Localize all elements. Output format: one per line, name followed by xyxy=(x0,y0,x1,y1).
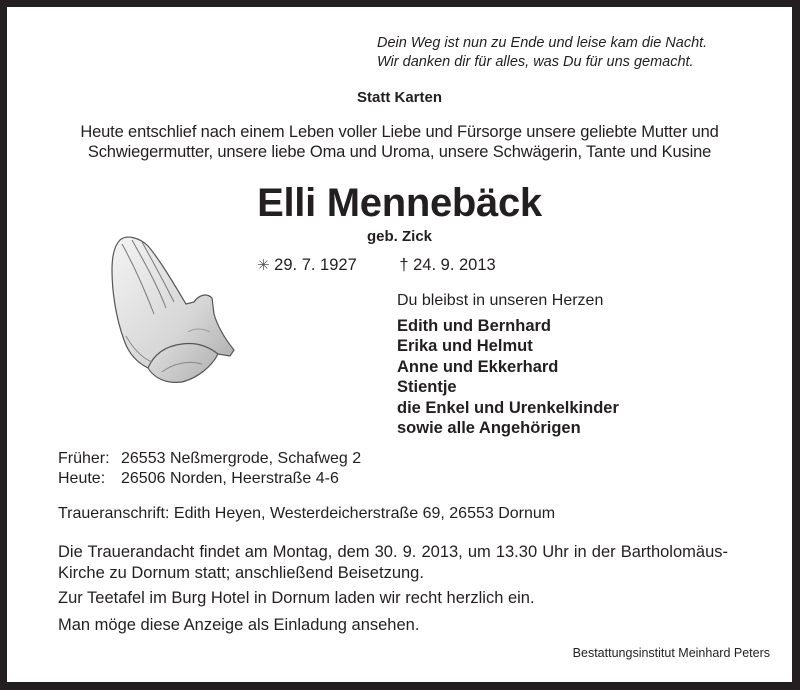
mourners-list xyxy=(397,291,619,439)
birth-star-icon: ✳ xyxy=(257,257,270,274)
death-date: 24. 9. 2013 xyxy=(413,256,496,274)
address-value: 26553 Neßmergrode, Schafweg 2 xyxy=(121,450,362,467)
intro-line: Schwiegermutter, unsere liebe Oma und Uroma, unsere Schwägerin, Tante und Kusine xyxy=(87,143,712,161)
address-label: Heute: xyxy=(58,469,106,487)
invitation-note: Man möge diese Anzeige als Einladung ansehen. xyxy=(58,616,420,634)
heading: Statt Karten xyxy=(356,89,442,106)
address-current xyxy=(58,469,361,489)
deceased-name: Elli Mennebäck xyxy=(257,181,542,225)
maiden-name: geb. Zick xyxy=(366,228,433,245)
address-label: Früher: xyxy=(58,450,110,467)
mourner-name: sowie alle Angehörigen xyxy=(397,419,581,437)
motto-line: Dein Weg ist nun zu Ende und leise kam die Nacht. xyxy=(377,35,708,51)
undertaker-credit: Bestattungsinstitut Meinhard Peters xyxy=(572,646,770,660)
mourner-name: Edith und Bernhard xyxy=(397,316,551,335)
death-cross-icon: † xyxy=(399,256,409,274)
mourner-name: Anne und Ekkerhard xyxy=(397,357,559,376)
birth-date: 29. 7. 1927 xyxy=(274,256,357,274)
motto-verse xyxy=(377,34,707,72)
birth xyxy=(257,256,361,274)
addresses xyxy=(58,449,361,488)
mourner-name: Stientje xyxy=(397,378,457,396)
motto-line: Wir danken dir für alles, was Du für uns gemacht. xyxy=(377,54,694,70)
obituary-notice xyxy=(7,7,792,682)
address-value: 26506 Norden, Heerstraße 4-6 xyxy=(121,469,339,487)
mourner-name: die Enkel und Urenkelkinder xyxy=(397,398,619,417)
service-info: Die Trauerandacht findet am Montag, dem 30. 9. 2013, um 13.30 Uhr in der Bartholomäus-Kirche zu Dornum statt; anschließend Beisetzung. xyxy=(58,543,728,582)
mourning-address: Traueranschrift: Edith Heyen, Westerdeicherstraße 69, 26553 Dornum xyxy=(58,505,556,522)
intro-line: Heute entschlief nach einem Leben voller Liebe und Fürsorge unsere geliebte Mutter und xyxy=(80,123,719,141)
intro-text xyxy=(7,122,792,162)
death xyxy=(399,256,495,274)
life-dates xyxy=(257,256,496,275)
praying-hands-icon xyxy=(102,232,242,392)
mourners-lead: Du bleibst in unseren Herzen xyxy=(397,292,604,309)
reception-info: Zur Teetafel im Burg Hotel in Dornum laden wir recht herzlich ein. xyxy=(58,589,535,607)
mourner-name: Erika und Helmut xyxy=(397,337,533,355)
address-former xyxy=(58,449,361,469)
